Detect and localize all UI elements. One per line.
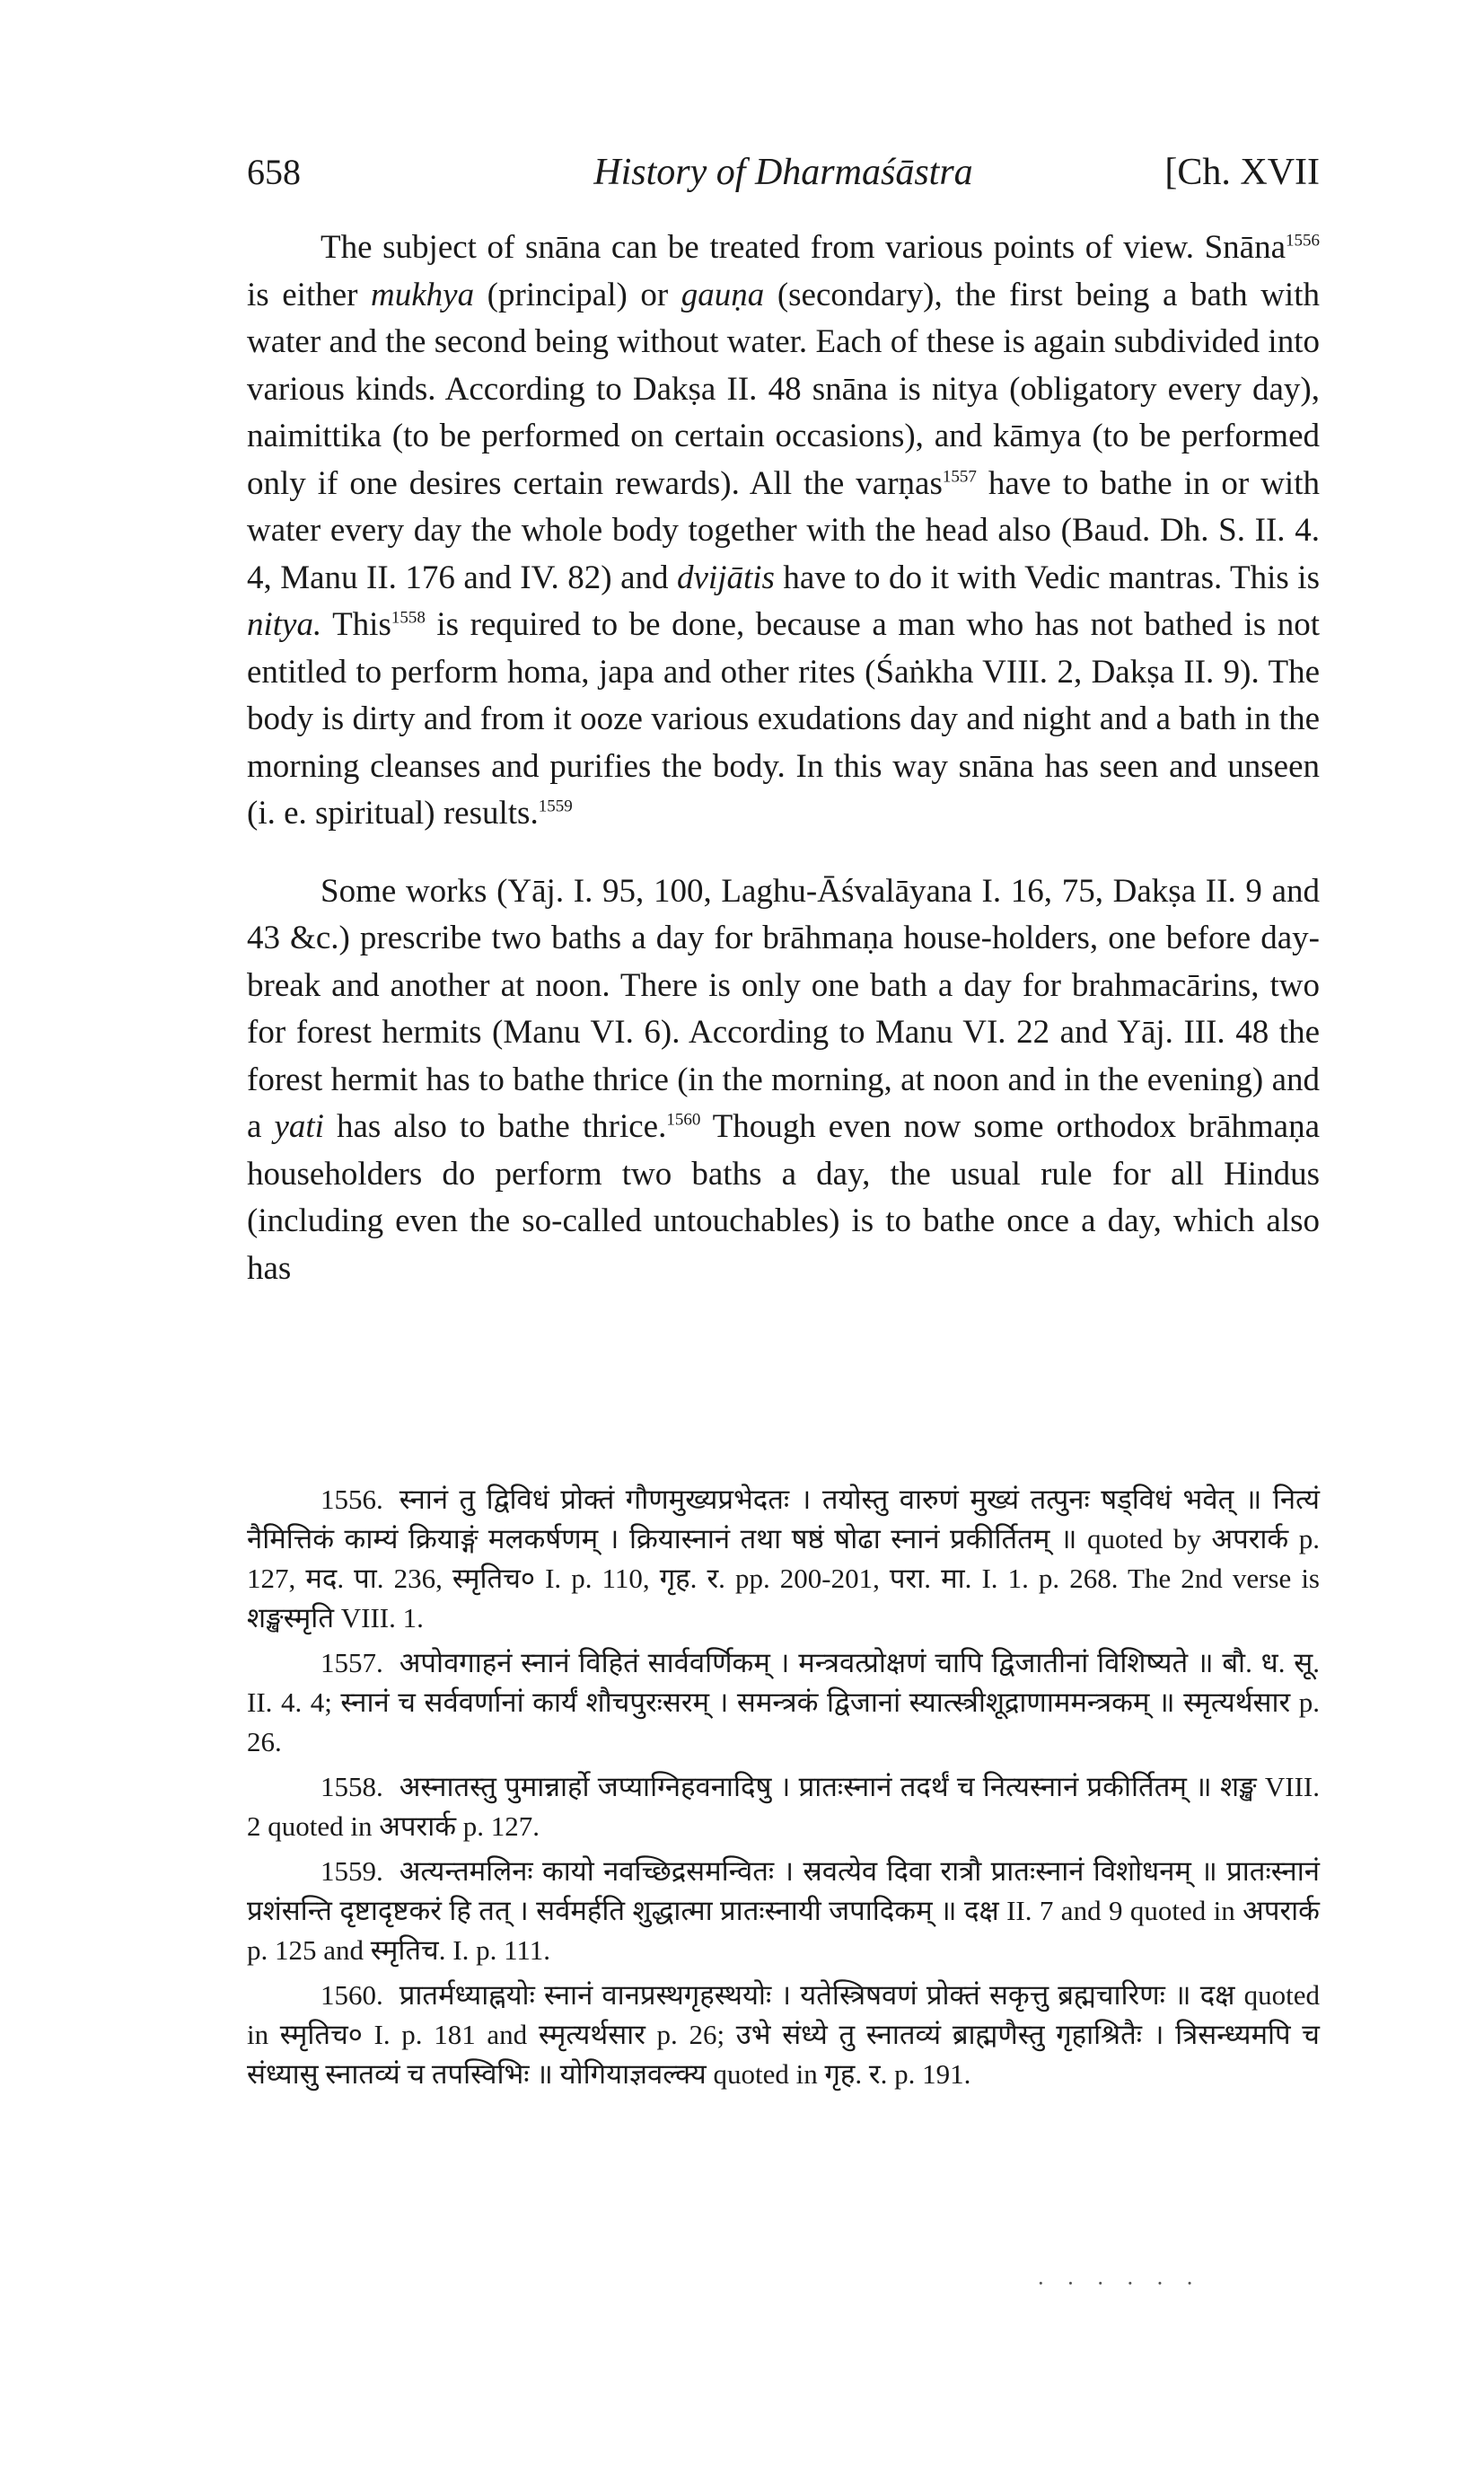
decorative-dots: · · · · · · <box>1037 2270 1202 2296</box>
text-run: is either <box>247 276 372 313</box>
body-paragraph <box>247 225 1320 838</box>
text-run: Some works (Yāj. I. 95, 100, Laghu-Āśvalāyana I. 16, 75, Dakṣa II. 9 and 43 &c.) prescribe two baths a day for brāhmaṇa house-holders, one before day-break and another at noon. There is only one bath a day for brahmacārins, two for forest hermits (Manu VI. 6). According to Manu VI. 22 and Yāj. III. 48 the forest hermit has to bathe thrice (in the morning, at noon and in the evening) and a <box>247 872 1320 1145</box>
italic-term: nitya. <box>247 606 322 643</box>
footnote <box>247 1643 1320 1762</box>
italic-term: dvijātis <box>677 559 775 596</box>
footnote-number: 1559. <box>321 1855 383 1887</box>
italic-term: gauṇa <box>681 276 765 313</box>
text-run: Though even now some orthodox brāhmaṇa householders do perform two baths a day, the usual rule for all Hindus (including even the so-called untouchables) is to bathe once a day, which also has <box>247 1108 1320 1287</box>
footnote-text: प्रातर्मध्याह्नयोः स्नानं वानप्रस्थगृहस्थयोः । यतेस्त्रिषवणं प्रोक्तं सकृत्तु ब्रह्मचारिणः ॥ दक्ष quoted in स्मृतिच० I. p. 181 and स्मृत्यर्थसार p. 26; उभे संध्ये तु स्नातव्यं ब्राह्मणैस्तु गृहाश्रितैः । त्रिसन्ध्यमपि च संध्यासु स्नातव्यं च तपस्विभिः ॥ योगियाज्ञवल्क्य quoted in गृह. र. p. 191. <box>247 1979 1320 2090</box>
running-header <box>247 151 1320 205</box>
text-run: is required to be done, because a man who has not bathed is not entitled to perform homa, japa and other rites (Śaṅkha VIII. 2, Dakṣa II. 9). The body is dirty and from it ooze various exudations day and night and a bath in the morning cleanses and purifies the body. In this way snāna has seen and unseen (i. e. spiritual) results. <box>247 606 1320 832</box>
footnote <box>247 1480 1320 1638</box>
footnote-text: स्नानं तु द्विविधं प्रोक्तं गौणमुख्यप्रभेदतः । तयोस्तु वारुणं मुख्यं तत्पुनः षड्विधं भवेत् ॥ नित्यं नैमित्तिकं काम्यं क्रियाङ्गं मलकर्षणम् । क्रियास्नानं तथा षष्ठं षोढा स्नानं प्रकीर्तितम् ॥ quoted by अपरार्क p. 127, मद. पा. 236, स्मृतिच० I. p. 110, गृह. र. pp. 200-201, परा. मा. I. 1. p. 268. The 2nd verse is शङ्खस्मृति VIII. 1. <box>247 1484 1320 1633</box>
footnote-number: 1557. <box>321 1647 383 1678</box>
footnote-reference: 1560 <box>666 1110 701 1130</box>
footnote-reference: 1556 <box>1286 231 1320 251</box>
footnote <box>247 1852 1320 1970</box>
footnote-text: अपोवगाहनं स्नानं विहितं सार्ववर्णिकम् । मन्त्रवत्प्रोक्षणं चापि द्विजातीनां विशिष्यते ॥ बौ. ध. सू. II. 4. 4; स्नानं च सर्ववर्णानां कार्यं शौचपुरःसरम् । समन्त्रकं द्विजानां स्यात्स्त्रीशूद्राणाममन्त्रकम् ॥ स्मृत्यर्थसार p. 26. <box>247 1647 1320 1757</box>
footnote-number: 1560. <box>321 1979 383 2011</box>
footnotes <box>247 1480 1320 2100</box>
text-run: This <box>321 606 391 643</box>
chapter-label: [Ch. XVII <box>1164 152 1320 193</box>
footnote-reference: 1558 <box>391 608 426 628</box>
footnote-number: 1556. <box>321 1484 383 1515</box>
body-paragraph <box>247 868 1320 1293</box>
page-number: 658 <box>247 152 301 192</box>
text-run: has also to bathe thrice. <box>323 1108 667 1145</box>
text-run: The subject of snāna can be treated from various points of view. Snāna <box>321 229 1286 266</box>
footnote-reference: 1557 <box>942 467 977 487</box>
italic-term: mukhya <box>371 276 475 313</box>
text-run: have to do it with Vedic mantras. This is <box>774 559 1320 596</box>
footnote-number: 1558. <box>321 1771 383 1802</box>
footnote-reference: 1559 <box>538 797 573 816</box>
footnote-text: अस्नातस्तु पुमान्नार्हो जप्याग्निहवनादिषु । प्रातःस्नानं तदर्थं च नित्यस्नानं प्रकीर्तितम् ॥ शङ्ख VIII. 2 quoted in अपरार्क p. 127. <box>247 1771 1320 1842</box>
footnote-text: अत्यन्तमलिनः कायो नवच्छिद्रसमन्वितः । स्रवत्येव दिवा रात्रौ प्रातःस्नानं विशोधनम् ॥ प्रातःस्नानं प्रशंसन्ति दृष्टादृष्टकरं हि तत् । सर्वमर्हति शुद्धात्मा प्रातःस्नायी जपादिकम् ॥ दक्ष II. 7 and 9 quoted in अपरार्क p. 125 and स्मृतिच. I. p. 111. <box>247 1855 1320 1966</box>
running-title: History of Dharmaśāstra <box>593 152 973 193</box>
footnote <box>247 1767 1320 1846</box>
text-run: have to bathe in or with water every day the whole body together with the head also (Baud. Dh. S. II. 4. 4, Manu II. 176 and IV. 82) and <box>247 464 1320 596</box>
italic-term: yati <box>274 1108 324 1145</box>
body-text <box>247 225 1320 1323</box>
text-run: (secondary), the first being a bath with water and the second being without water. Each of these is again subdivided into various kinds. According to Dakṣa II. 48 snāna is nitya (obligatory every day), naimittika (to be performed on certain occasions), and kāmya (to be performed only if one desires certain rewards). All the varṇas <box>247 276 1320 502</box>
text-run: (principal) or <box>474 276 681 313</box>
footnote <box>247 1976 1320 2094</box>
